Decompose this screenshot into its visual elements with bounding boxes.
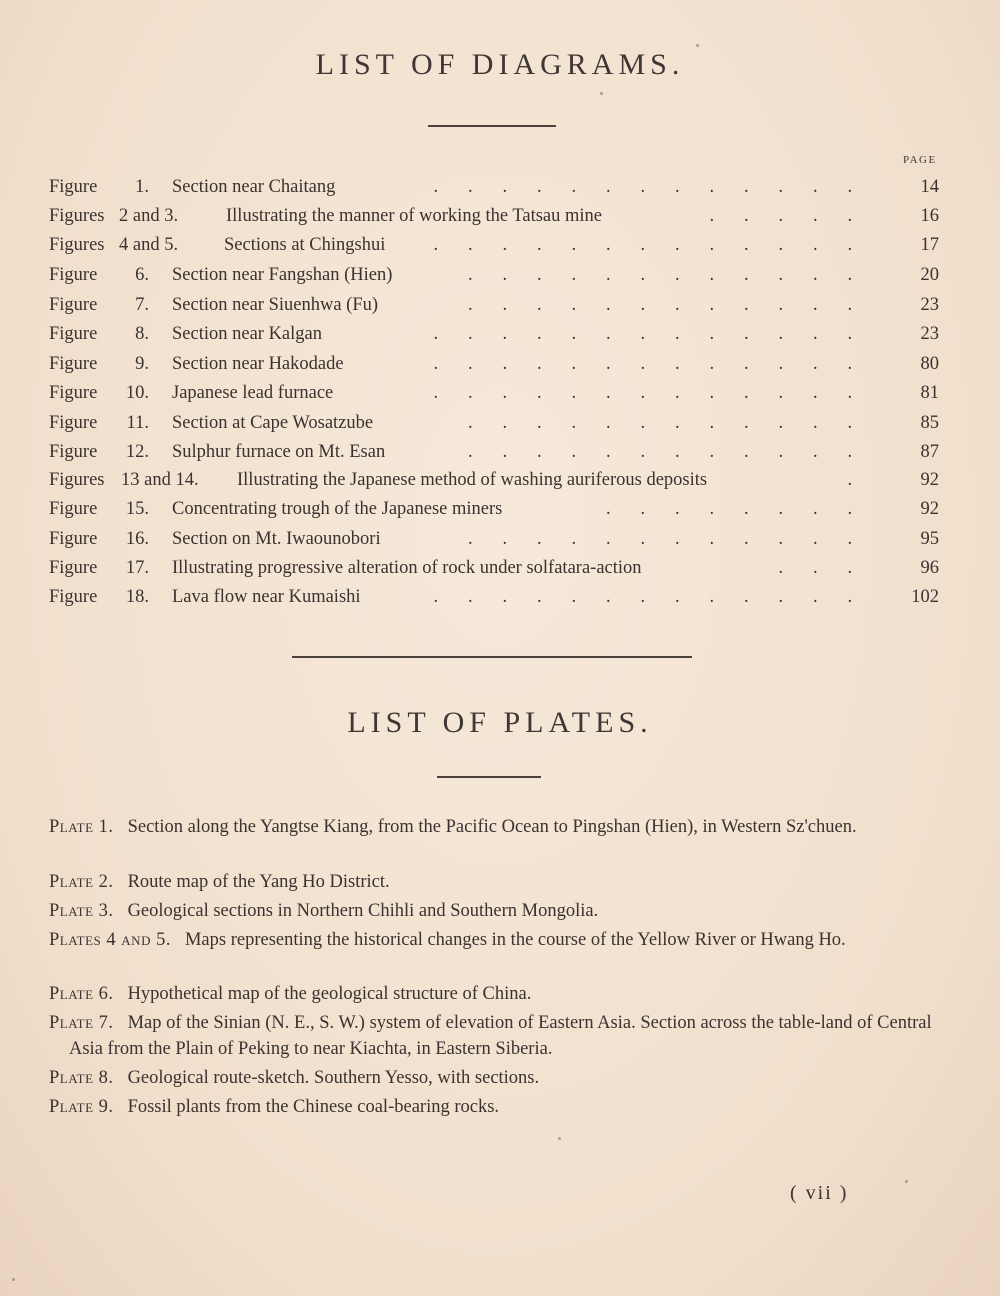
figure-number: 13 and 14.: [121, 470, 199, 490]
figure-description: Sulphur furnace on Mt. Esan: [172, 442, 386, 462]
title-rule: [428, 125, 556, 127]
figure-description: Section near Kalgan: [172, 324, 322, 344]
figure-number: 6.: [135, 265, 149, 285]
page-number: ( vii ): [790, 1182, 849, 1204]
plate-description: Geological sections in Northern Chihli and Southern Mongolia.: [127, 901, 599, 921]
page-number-cell: 87: [920, 442, 939, 462]
dot-leader: . . .: [778, 558, 853, 578]
figure-prefix: Figure: [49, 442, 98, 462]
dot-leader: . . . . . . . . . . . .: [467, 265, 853, 285]
figure-description: Section on Mt. Iwaounobori: [172, 529, 381, 549]
dot-leader: . . . . .: [709, 206, 853, 226]
plate-label: Plates 4 and 5.: [49, 930, 171, 950]
dot-leader: . . . . . . . . . . . . .: [433, 383, 853, 403]
diagram-entry: [49, 378, 939, 408]
diagram-entry: [49, 465, 939, 495]
plate-entry: [49, 1094, 939, 1120]
diagram-entry: [49, 260, 939, 290]
plate-description: Fossil plants from the Chinese coal-bearing rocks.: [127, 1097, 500, 1117]
figure-number: 16.: [125, 529, 149, 549]
plate-description: Maps representing the historical changes in the course of the Yellow River or Hwang Ho.: [184, 930, 846, 950]
diagram-entry: [49, 230, 939, 260]
figure-number: 9.: [135, 354, 149, 374]
plates-title: LIST OF PLATES.: [347, 706, 653, 739]
plate-entry: [49, 814, 939, 840]
page-number-cell: 23: [920, 324, 939, 344]
page-number-cell: 17: [920, 235, 939, 255]
diagram-entry: [49, 494, 939, 524]
plate-description: Geological route-sketch. Southern Yesso, with sections.: [127, 1068, 540, 1088]
figure-prefix: Figures: [49, 206, 105, 226]
page-number-cell: 14: [920, 177, 939, 197]
plate-label: Plate 6.: [49, 984, 114, 1004]
paper-speck: [12, 1278, 15, 1281]
figure-description: Section near Chaitang: [172, 177, 336, 197]
title-rule: [437, 776, 541, 778]
diagram-entry: [49, 524, 939, 554]
figure-prefix: Figure: [49, 529, 98, 549]
plate-label: Plate 3.: [49, 901, 114, 921]
figure-prefix: Figure: [49, 177, 98, 197]
plate-entry: [49, 1065, 939, 1091]
figure-prefix: Figures: [49, 235, 105, 255]
dot-leader: . . . . . . . . . . . . .: [433, 354, 853, 374]
diagram-entry: [49, 408, 939, 438]
dot-leader: . . . . . . . . . . . .: [467, 442, 853, 462]
figure-description: Concentrating trough of the Japanese miners: [172, 499, 503, 519]
page-number-cell: 81: [920, 383, 939, 403]
paper-speck: [696, 44, 699, 47]
figure-number: 15.: [125, 499, 149, 519]
section-divider: [292, 656, 692, 658]
dot-leader: . . . . . . . . . . . . .: [433, 235, 853, 255]
plate-description: Section along the Yangtse Kiang, from the Pacific Ocean to Pingshan (Hien), in Western Sz'chuen.: [127, 817, 857, 837]
figure-number: 8.: [135, 324, 149, 344]
plate-description: Map of the Sinian (N. E., S. W.) system of elevation of Eastern Asia. Section across the table-land of Central Asia from the Plain of Peking to near Kiachta, in Eastern Siberia.: [69, 1013, 932, 1059]
figure-description: Lava flow near Kumaishi: [172, 587, 361, 607]
figure-prefix: Figure: [49, 499, 98, 519]
figure-number: 1.: [135, 177, 149, 197]
dot-leader: . . . . . . . . . . . . .: [433, 324, 853, 344]
diagram-entry: [49, 290, 939, 320]
figure-number: 12.: [125, 442, 149, 462]
diagram-entry: [49, 582, 939, 612]
diagram-entry: [49, 319, 939, 349]
page-number-cell: 92: [920, 470, 939, 490]
figure-prefix: Figures: [49, 470, 105, 490]
diagram-entry: [49, 349, 939, 379]
paper-speck: [905, 1180, 908, 1183]
plate-description: Hypothetical map of the geological structure of China.: [127, 984, 532, 1004]
dot-leader: . . . . . . . . . . . .: [467, 529, 853, 549]
plate-label: Plate 9.: [49, 1097, 114, 1117]
figure-description: Japanese lead furnace: [172, 383, 334, 403]
plate-entry: [49, 927, 939, 953]
figure-prefix: Figure: [49, 295, 98, 315]
figure-number: 11.: [126, 413, 149, 433]
figure-description: Illustrating the Japanese method of washing auriferous deposits: [237, 470, 708, 490]
page-number-cell: 102: [911, 587, 939, 607]
page-number-cell: 92: [920, 499, 939, 519]
plate-label: Plate 1.: [49, 817, 114, 837]
dot-leader: . . . . . . . . . . . . .: [433, 587, 853, 607]
plate-entry: [49, 869, 939, 895]
plate-label: Plate 8.: [49, 1068, 114, 1088]
figure-number: 2 and 3.: [119, 206, 179, 226]
figure-prefix: Figure: [49, 265, 98, 285]
page-number-cell: 95: [920, 529, 939, 549]
plate-label: Plate 2.: [49, 872, 114, 892]
dot-leader: . . . . . . . . . . . . .: [433, 177, 853, 197]
diagram-entry: [49, 172, 939, 202]
figure-prefix: Figure: [49, 587, 98, 607]
page-number-cell: 96: [920, 558, 939, 578]
page-number-cell: 85: [920, 413, 939, 433]
figure-prefix: Figure: [49, 413, 98, 433]
figure-number: 18.: [125, 587, 149, 607]
figure-description: Sections at Chingshui: [224, 235, 386, 255]
figure-prefix: Figure: [49, 324, 98, 344]
diagram-entry: [49, 201, 939, 231]
page-number-cell: 16: [920, 206, 939, 226]
figure-prefix: Figure: [49, 383, 98, 403]
figure-number: 10.: [125, 383, 149, 403]
figure-number: 17.: [125, 558, 149, 578]
dot-leader: . . . . . . . . . . . .: [467, 295, 853, 315]
figure-description: Section near Fangshan (Hien): [172, 265, 393, 285]
figure-number: 7.: [135, 295, 149, 315]
figure-number: 4 and 5.: [119, 235, 179, 255]
figure-prefix: Figure: [49, 354, 98, 374]
plate-entry: [49, 1010, 939, 1062]
paper-speck: [600, 92, 603, 95]
plate-description: Route map of the Yang Ho District.: [127, 872, 390, 892]
figure-description: Section at Cape Wosatzube: [172, 413, 374, 433]
plate-label: Plate 7.: [49, 1013, 114, 1033]
plate-entry: [49, 898, 939, 924]
figure-description: Illustrating progressive alteration of rock under solfatara-action: [172, 558, 642, 578]
dot-leader: . . . . . . . . . . . .: [467, 413, 853, 433]
diagram-entry: [49, 437, 939, 467]
plate-entry: [49, 981, 939, 1007]
diagrams-title: LIST OF DIAGRAMS.: [315, 48, 685, 81]
dot-leader: . . . . . . . .: [605, 499, 853, 519]
figure-prefix: Figure: [49, 558, 98, 578]
diagram-entry: [49, 553, 939, 583]
figure-description: Section near Siuenhwa (Fu): [172, 295, 379, 315]
figure-description: Illustrating the manner of working the Tatsau mine: [226, 206, 602, 226]
dot-leader: .: [847, 470, 853, 490]
page-number-cell: 23: [920, 295, 939, 315]
figure-description: Section near Hakodade: [172, 354, 344, 374]
paper-speck: [558, 1137, 561, 1140]
page-column-header: PAGE: [903, 154, 937, 166]
page-number-cell: 80: [920, 354, 939, 374]
page-number-cell: 20: [920, 265, 939, 285]
